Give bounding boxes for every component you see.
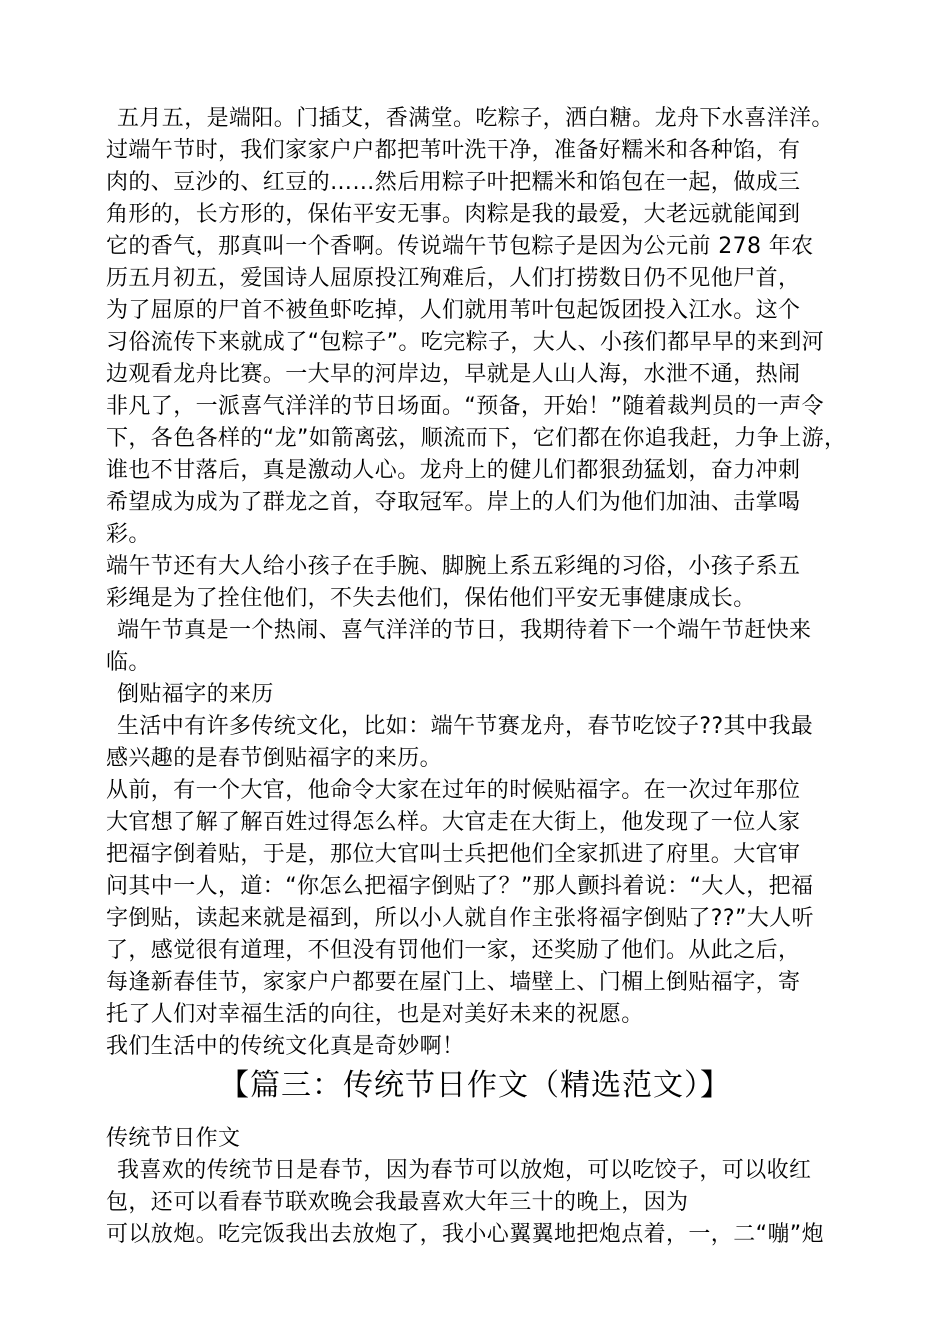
paragraph-line: 了，感觉很有道理，不但没有罚他们一家，还奖励了他们。从此之后，	[106, 938, 801, 963]
paragraph-line: 可以放炮。吃完饭我出去放炮了，我小心翼翼地把炮点着，一，二“嘣”炮	[106, 1222, 824, 1247]
paragraph-line: 五月五，是端阳。门插艾，香满堂。吃粽子，洒白糖。龙舟下水喜洋洋。	[117, 106, 834, 131]
section-heading: 【篇三：传统节日作文（精选范文）】	[219, 1068, 731, 1103]
paragraph-line: 临。	[106, 650, 151, 675]
paragraph-line: 习俗流传下来就成了“包粽子”。吃完粽子，大人、小孩们都早早的来到河	[106, 330, 824, 355]
paragraph-line: 从前，有一个大官，他命令大家在过年的时候贴福字。在一次过年那位	[106, 778, 801, 803]
paragraph-line: 大官想了解了解百姓过得怎么样。大官走在大街上，他发现了一位人家	[106, 810, 801, 835]
essay-subtitle: 倒贴福字的来历	[117, 682, 274, 707]
paragraph-line: 非凡了，一派喜气洋洋的节日场面。“预备，开始！”随着裁判员的一声令	[106, 394, 824, 419]
paragraph-line: 包，还可以看春节联欢晚会我最喜欢大年三十的晚上，因为	[106, 1190, 689, 1215]
paragraph-line: 历五月初五，爱国诗人屈原投江殉难后，人们打捞数日仍不见他尸首，	[106, 266, 801, 291]
paragraph-line: 字倒贴，读起来就是福到，所以小人就自作主张将福字倒贴了??”大人听	[106, 906, 814, 931]
paragraph-line: 过端午节时，我们家家户户都把苇叶洗干净，准备好糯米和各种馅，有	[106, 138, 801, 163]
paragraph-line: 谁也不甘落后，真是激动人心。龙舟上的健儿们都狠劲猛划，奋力冲刺	[106, 458, 801, 483]
paragraph-line: 托了人们对幸福生活的向往，也是对美好未来的祝愿。	[106, 1002, 644, 1027]
paragraph-line: 为了屈原的尸首不被鱼虾吃掉，人们就用苇叶包起饭团投入江水。这个	[106, 298, 801, 323]
paragraph-line: 边观看龙舟比赛。一大早的河岸边，早就是人山人海，水泄不通，热闹	[106, 362, 801, 387]
paragraph-line: 下，各色各样的“龙”如箭离弦，顺流而下，它们都在你追我赶，力争上游，	[106, 426, 847, 451]
paragraph-line: 每逢新春佳节，家家户户都要在屋门上、墙壁上、门楣上倒贴福字，寄	[106, 970, 801, 995]
paragraph-line: 端午节真是一个热闹、喜气洋洋的节日，我期待着下一个端午节赶快来	[117, 618, 812, 643]
paragraph-line: 端午节还有大人给小孩子在手腕、脚腕上系五彩绳的习俗，小孩子系五	[106, 554, 801, 579]
paragraph-line: 我喜欢的传统节日是春节，因为春节可以放炮，可以吃饺子，可以收红	[117, 1158, 812, 1183]
paragraph-line: 彩。	[106, 522, 151, 547]
essay-subtitle: 传统节日作文	[106, 1126, 241, 1151]
paragraph-line: 彩绳是为了拴住他们，不失去他们，保佑他们平安无事健康成长。	[106, 586, 756, 611]
paragraph-line: 我们生活中的传统文化真是奇妙啊！	[106, 1034, 465, 1059]
paragraph-line: 感兴趣的是春节倒贴福字的来历。	[106, 746, 443, 771]
paragraph-line: 它的香气，那真叫一个香啊。传说端午节包粽子是因为公元前 278 年农	[106, 234, 814, 259]
paragraph-line: 肉的、豆沙的、红豆的……然后用粽子叶把糯米和馅包在一起，做成三	[106, 170, 801, 195]
paragraph-line: 希望成为成为了群龙之首，夺取冠军。岸上的人们为他们加油、击掌喝	[106, 490, 801, 515]
paragraph-line: 生活中有许多传统文化，比如：端午节赛龙舟，春节吃饺子??其中我最	[117, 714, 814, 739]
paragraph-line: 问其中一人，道：“你怎么把福字倒贴了？”那人颤抖着说：“大人，把福	[106, 874, 814, 899]
paragraph-line: 角形的，长方形的，保佑平安无事。肉粽是我的最爱，大老远就能闻到	[106, 202, 801, 227]
paragraph-line: 把福字倒着贴，于是，那位大官叫士兵把他们全家抓进了府里。大官审	[106, 842, 801, 867]
